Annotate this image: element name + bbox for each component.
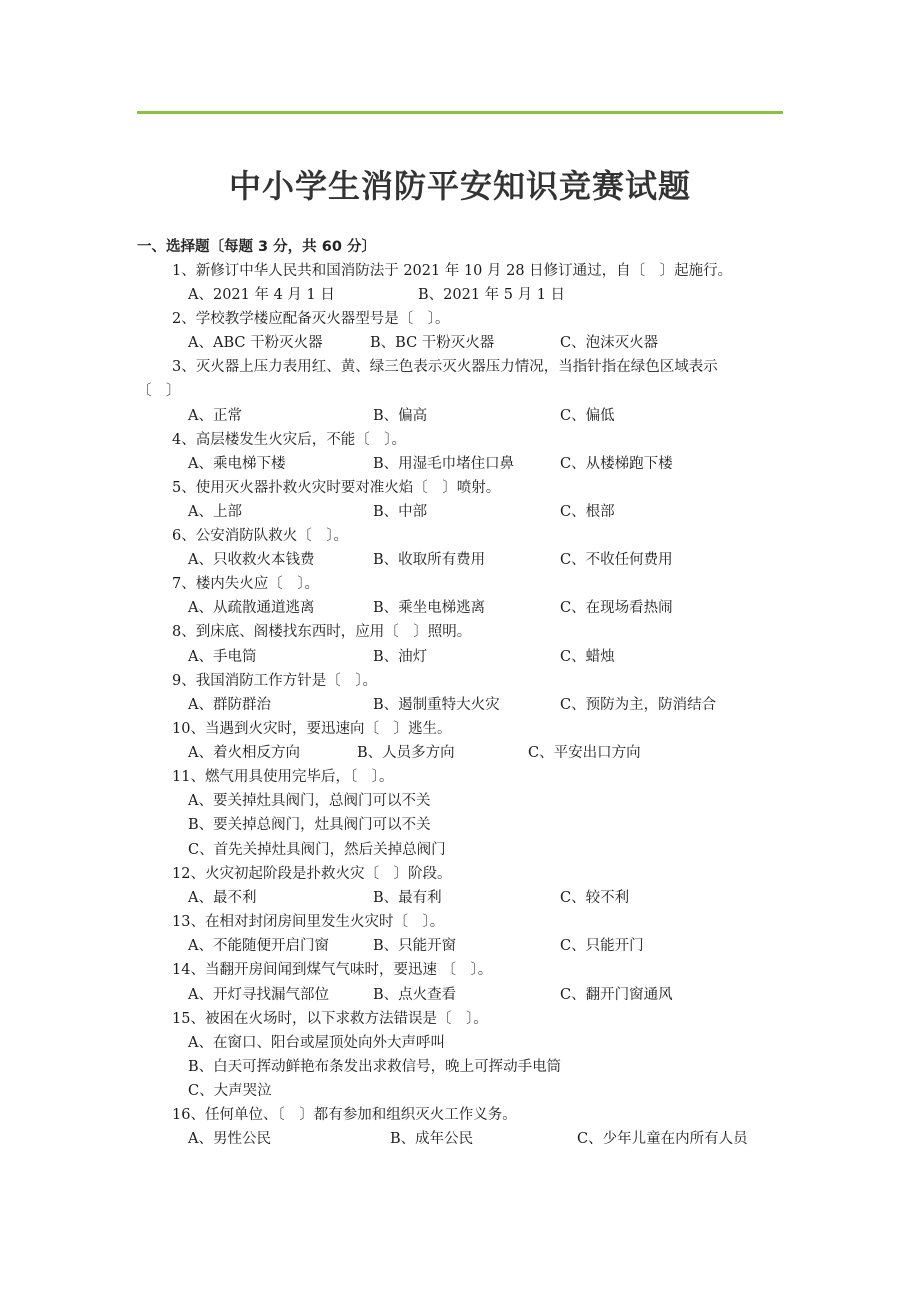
question-12: 12、火灾初起阶段是扑救火灾〔 〕阶段。: [172, 866, 452, 882]
option-5c: C、根部: [560, 504, 615, 520]
option-3c: C、偏低: [560, 408, 615, 424]
question-8: 8、到床底、阁楼找东西时，应用〔 〕照明。: [172, 624, 472, 640]
option-3b: B、偏高: [373, 408, 428, 424]
question-3: 3、灭火器上压力表用红、黄、绿三色表示灭火器压力情况，当指针指在绿色区域表示: [172, 359, 718, 375]
option-5a: A、上部: [188, 504, 242, 520]
question-14: 14、当翻开房间闻到煤气气味时，要迅速 〔 〕。: [172, 962, 493, 978]
option-11a: A、要关掉灶具阀门，总阀门可以不关: [188, 793, 431, 809]
question-1: 1、新修订中华人民共和国消防法于 2021 年 10 月 28 日修订通过，自〔 〕起施行。: [172, 263, 733, 279]
option-8c: C、蜡烛: [560, 649, 615, 665]
option-14a: A、开灯寻找漏气部位: [188, 987, 329, 1003]
question-16: 16、任何单位、〔 〕都有参加和组织灭火工作义务。: [172, 1107, 517, 1123]
option-7a: A、从疏散通道逃离: [188, 600, 315, 616]
option-4a: A、乘电梯下楼: [188, 456, 286, 472]
option-14c: C、翻开门窗通风: [560, 987, 673, 1003]
option-9c: C、预防为主，防消结合: [560, 697, 717, 713]
option-15c: C、大声哭泣: [188, 1083, 272, 1099]
option-10a: A、着火相反方向: [188, 745, 300, 761]
option-8b: B、油灯: [373, 649, 428, 665]
option-12c: C、较不利: [560, 890, 630, 906]
option-16c: C、少年儿童在内所有人员: [577, 1131, 748, 1147]
option-1a: A、2021 年 4 月 1 日: [188, 287, 335, 303]
question-11: 11、燃气用具使用完毕后，〔 〕。: [172, 769, 394, 785]
question-4: 4、高层楼发生火灾后，不能〔 〕。: [172, 432, 406, 448]
option-12a: A、最不利: [188, 890, 257, 906]
question-7: 7、楼内失火应〔 〕。: [172, 576, 319, 592]
question-5: 5、使用灭火器扑救火灾时要对准火焰〔 〕喷射。: [172, 480, 501, 496]
option-7b: B、乘坐电梯逃离: [373, 600, 486, 616]
question-6: 6、公安消防队救火〔 〕。: [172, 528, 348, 544]
question-9: 9、我国消防工作方针是〔 〕。: [172, 673, 377, 689]
header-divider: [137, 111, 783, 114]
option-16a: A、男性公民: [188, 1131, 271, 1147]
option-8a: A、手电筒: [188, 649, 257, 665]
option-2c: C、泡沫灭火器: [560, 335, 659, 351]
option-2b: B、BC 干粉灭火器: [370, 335, 495, 351]
option-13a: A、不能随便开启门窗: [188, 938, 329, 954]
question-3-wrap: 〔 〕: [137, 383, 181, 399]
option-4b: B、用湿毛巾堵住口鼻: [373, 456, 515, 472]
option-13c: C、只能开门: [560, 938, 644, 954]
option-2a: A、ABC 干粉灭火器: [188, 335, 323, 351]
option-6c: C、不收任何费用: [560, 552, 673, 568]
option-3a: A、正常: [188, 408, 242, 424]
question-10: 10、当遇到火灾时，要迅速向〔 〕逃生。: [172, 721, 452, 737]
option-7c: C、在现场看热闹: [560, 600, 673, 616]
option-11b: B、要关掉总阀门，灶具阀门可以不关: [188, 817, 431, 833]
option-10b: B、人员多方向: [357, 745, 455, 761]
option-1b: B、2021 年 5 月 1 日: [418, 287, 566, 303]
option-4c: C、从楼梯跑下楼: [560, 456, 673, 472]
option-12b: B、最有利: [373, 890, 442, 906]
option-13b: B、只能开窗: [373, 938, 457, 954]
option-9b: B、遏制重特大火灾: [373, 697, 500, 713]
document-title: 中小学生消防平安知识竞赛试题: [228, 167, 691, 205]
option-15a: A、在窗口、阳台或屋顶处向外大声呼叫: [188, 1035, 445, 1051]
option-9a: A、群防群治: [188, 697, 271, 713]
question-2: 2、学校教学楼应配备灭火器型号是〔 〕。: [172, 311, 450, 327]
option-6b: B、收取所有费用: [373, 552, 486, 568]
option-5b: B、中部: [373, 504, 428, 520]
option-16b: B、成年公民: [390, 1131, 474, 1147]
option-11c: C、首先关掉灶具阀门，然后关掉总阀门: [188, 842, 446, 858]
question-15: 15、被困在火场时，以下求救方法错误是〔 〕。: [172, 1011, 488, 1027]
option-15b: B、白天可挥动鲜艳布条发出求救信号，晚上可挥动手电筒: [188, 1059, 562, 1075]
option-14b: B、点火查看: [373, 987, 457, 1003]
question-13: 13、在相对封闭房间里发生火灾时〔 〕。: [172, 914, 445, 930]
section-heading: 一、选择题〔每题 3 分，共 60 分〕: [137, 239, 376, 255]
option-6a: A、只收救火本钱费: [188, 552, 315, 568]
option-10c: C、平安出口方向: [528, 745, 641, 761]
